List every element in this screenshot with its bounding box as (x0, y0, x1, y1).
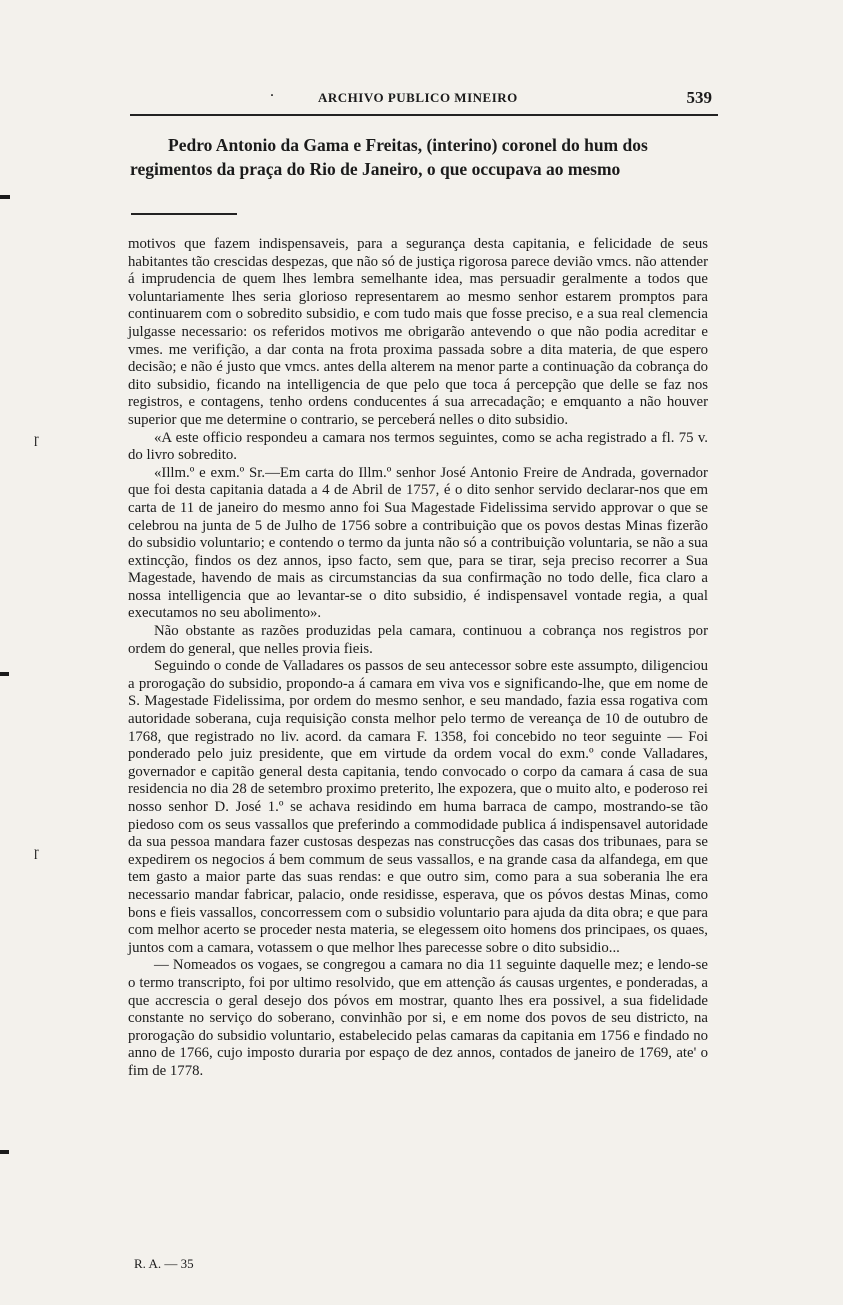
header-dot: · (270, 88, 275, 102)
paragraph: motivos que fazem indispensaveis, para a segurança desta capitania, e felicidade de seus habitantes tão crescidas despezas, que não só de justiça rigorosa parece devião vmcs. não attender á imprudencia de quem lhes lembra semelhante idea, mas persuadir geralmente a todos que voluntariamente lhes seria glorioso representarem ao mesmo senhor estarem promptos para continuarem com o sobredito subsidio, e com tudo mais que fosse preciso, e a sua real clemencia julgasse necessario: os referidos motivos me obrigarão antevendo o que não podia acreditar e vmes. me verifição, a dar conta na frota proxima passada sobre a dita materia, de que espero decisão; e não é justo que vmcs. antes della alterem na menor parte a continuação da cobrança do dito subsidio, ficando na intelligencia de que pelo que toca á percepção que delle se faz nos registros, e contagens, tenho ordens conducentes á sua arrecadação; e emquanto a não houver superior que me determine o contrario, se perceberá nelles o dito subsidio. (128, 236, 708, 428)
intro-line-1: Pedro Antonio da Gama e Freitas, (interino) coronel do hum dos (168, 135, 648, 155)
margin-mark (0, 672, 9, 676)
running-title: ARCHIVO PUBLICO MINEIRO (318, 90, 518, 105)
intro-line-2: regimentos da praça do Rio de Janeiro, o que occupava ao mesmo (130, 159, 621, 179)
intro-heading (130, 133, 716, 181)
paragraph: «A este officio respondeu a camara nos termos seguintes, como se acha registrado a fl. 75 v. do livro sobredito. (128, 429, 708, 464)
paragraph: «Illm.º e exm.º Sr.—Em carta do Illm.º senhor José Antonio Freire de Andrada, governador que foi desta capitania datada a 4 de Abril de 1757, é o dito senhor servido declarar-nos que em carta de 11 de janeiro do mesmo anno foi Sua Magestade Fidelissima servido approvar o que se celebrou na junta de 5 de Julho de 1756 sobre a contribuição que os povos destas Minas fizerão do subsidio voluntario; e contendo o termo da junta não só a contribuição voluntaria, se não a sua extincção, findos os dez annos, ipso facto, sem que, para se tirar, seja preciso recorrer a Sua Magestade, havendo de mais as circumstancias da sua confirmação no todo delle, fica claro a nossa intelligencia que ao levantar-se o dito subsidio, é indispensavel vontade regia, a qual executamos no seu abolimento». (128, 464, 708, 622)
body-text (128, 236, 708, 1081)
section-rule (131, 213, 237, 215)
paragraph: — Nomeados os vogaes, se congregou a camara no dia 11 seguinte daquelle mez; e lendo-se o termo transcripto, foi por ultimo resolvido, que em attenção ás causas urgentes, e ponderadas, a que accrescia o geral desejo dos póvos em mostrar, quanto lhes era possivel, a sua fidelidade constante no serviço do soberano, convinhão por si, e em nome dos povos de seu districto, na prorogação do subsidio voluntario, estabelecido pelas camaras da capitania em 1756 e findado no anno de 1766, cujo imposto duraria por espaço de dez annos, contados de janeiro de 1769, ate' o fim de 1778. (128, 957, 708, 1079)
paragraph: Não obstante as razões produzidas pela camara, continuou a cobrança nos registros por ordem do general, que nelles provia fieis. (128, 623, 708, 657)
header-rule (130, 114, 718, 116)
running-header (130, 88, 718, 112)
margin-mark (0, 1150, 9, 1154)
signature-mark: R. A. — 35 (134, 1256, 194, 1271)
page-number: 539 (686, 88, 712, 107)
margin-tick: ɼ (34, 432, 39, 447)
margin-mark (0, 195, 10, 199)
margin-tick: ɼ (34, 845, 39, 860)
paragraph: Seguindo o conde de Valladares os passos de seu antecessor sobre este assumpto, diligenciou a prorogação do subsidio, propondo-a á camara em viva vos e significando-lhe, que em nome de S. Magestade Fidelissima, por ordem do mesmo senhor, e seu mandado, fazia essa rogativa com autoridade soberana, cuja requisição consta melhor pelo termo de vereança de 10 de outubro de 1768, que registrado no liv. acord. da camara F. 1358, foi concebido no teor seguinte — Foi ponderado pelo juiz presidente, que em virtude da ordem vocal do exm.º conde Valladares, governador e capitão general desta capitania, tendo convocado o corpo da camara á casa de sua residencia no dia 28 de setembro proximo preterito, lhe expozera, que o muito alto, e poderoso rei nosso senhor D. José 1.º se achava residindo em huma barraca de campo, mostrando-se tão piedoso com os seus vassallos que preferindo a commodidade publica á indispensavel autoridade da sua pessoa mandara fazer custosas despezas nas construcções das casas dos tribunaes, para se expedirem os negocios á bem commum de seus vassallos, e na grande casa da alfandega, em que tem gasto a maior parte das suas rendas: e que outro sim, como para a sua soberania lhe era necessario mandar fabricar, palacio, onde residisse, esperava, que os póvos destas Minas, como bons e fieis vassallos, concorressem com o subsidio voluntario para ajuda da dita obra; e que para com melhor acerto se proceder nesta materia, se elegessem oito homens dos principaes, os quaes, juntos com a camara, votassem o que melhor lhes parecesse sobre o dito subsidio... (128, 658, 708, 956)
